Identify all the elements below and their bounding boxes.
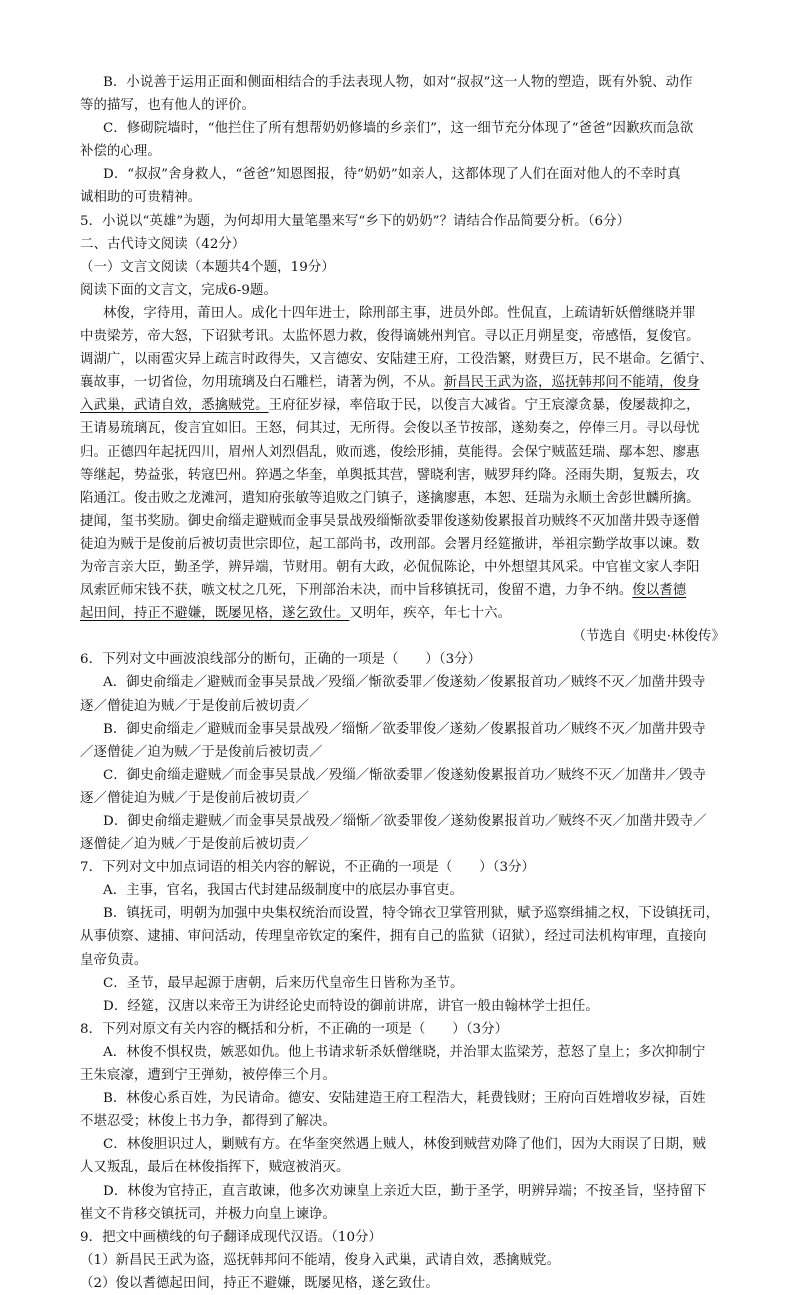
passage-line: 陷通江。俊击败之龙滩河，遣知府张敏等追败之门镇子，遂擒廖惠，本恕、廷瑞为永顺土舍彭世麟所擒。 (80, 490, 700, 506)
q8-option-c: C．林俊胆识过人，剿贼有方。在华奎突然遇上贼人，林俊到贼营劝降了他们，因为大雨误了日期，贼 (103, 1137, 707, 1153)
underlined-sentence-1: 新昌民王武为盗，巡抚韩邦问不能靖，俊身 (443, 375, 700, 391)
q7-option-b: B．镇抚司，明朝为加强中央集权统治而设置，特令锦衣卫掌管刑狱，赋予巡察缉捕之权，下设镇抚司， (103, 906, 720, 922)
exam-page (80, 71, 725, 1295)
q4-option-c: C．修砌院墙时，“他拦住了所有想帮奶奶修墙的乡亲们”，这一细节充分体现了“爸爸”因歉疚而急欲 (103, 121, 694, 137)
q4-option-d-cont: 诚相助的可贵精神。 (80, 190, 202, 206)
q7-option-c: C．圣节，最早起源于唐朝，后来历代皇帝生日皆称为圣节。 (103, 975, 464, 991)
q8-option-b: B．林俊心系百姓，为民请命。德安、安陆建造王府工程浩大，耗费钱财；王府向百姓增收岁禄，百姓 (103, 1091, 706, 1107)
q7-option-a: A．主事，官名，我国古代封建品级制度中的底层办事官吏。 (103, 883, 463, 899)
q7-option-b-cont: 皇帝负责。 (80, 952, 148, 968)
q6-option-d: D．御史俞缁走避贼／而金事吴景战殁／缁惭／欲委罪俊／遂劾俊累报首功／贼终不灭／加凿井毁寺／ (103, 814, 707, 829)
passage-line (80, 394, 725, 417)
q9-sentence-1: （1）新昌民王武为盗，巡抚韩邦问不能靖，俊身入武巢，武请自效，悉擒贼党。 (80, 1252, 561, 1268)
q6-option-b: B．御史俞缁走／避贼而金事吴景战殁／缁惭／欲委罪俊／遂劾／俊累报首功／贼终不灭／加凿井毁寺 (103, 721, 706, 737)
passage-text: 又明年，疾卒，年七十六。 (349, 606, 512, 622)
passage-line: 林俊，字待用，莆田人。成化十四年进士，除刑部主事，进员外郎。性侃直，上疏请斩妖僧继晓并罪 (103, 305, 696, 321)
q9-sentence-2: （2）俊以耆德起田间，持正不避嫌，既屡见格，遂乞致仕。 (80, 1275, 439, 1291)
passage-line: 徒迫为贼于是俊前后被切责世宗即位，起工部尚书，改刑部。会署月经筵撤讲，举祖宗勤学故事以谏。数 (80, 536, 700, 552)
q8-option-a: A．林俊不惧权贵，嫉恶如仇。他上书请求斩杀妖僧继晓，并治罪太监梁芳，惹怒了皇上；多次抑制宁 (103, 1044, 706, 1060)
passage-line: 王请易琉璃瓦，俊言宜如旧。王怒，伺其过，无所得。会俊以圣节按部，遂劾奏之，停俸三月。寻以母忧 (80, 421, 700, 437)
underlined-sentence-2: 俊以耆德 (632, 583, 687, 599)
passage-line (80, 371, 725, 394)
passage-text: 王府征岁禄，率倍取于民，以俊言大减省。宁王宸濠贪暴，俊屡裁抑之， (268, 398, 700, 414)
underlined-sentence-2-cont: 起田间，持正不避嫌，既屡见格，遂乞致仕。 (80, 606, 350, 622)
q8-option-a-cont: 王朱宸濠，遭到宁王弹劾，被停俸三个月。 (80, 1068, 336, 1084)
passage-line: 调湖广，以雨雹灾异上疏言时政得失，又言德安、安陆建王府，工役浩繁，财费巨万，民不堪命。乞循宁、 (80, 352, 714, 368)
q7-option-b-cont: 从事侦察、逮捕、审问活动，传理皇帝钦定的案件，拥有自己的监狱（诏狱），经过司法机构审理，直接向 (80, 929, 707, 945)
passage-text: 襄故事，一切省俭，勿用琉璃及白石雕栏，请著为例，不从。 (80, 375, 444, 391)
question-7: 7．下列对文中加点词语的相关内容的解说，不正确的一项是（ ）（3分） (80, 860, 536, 876)
question-6: 6．下列对文中画波浪线部分的断句，正确的一项是（ ）（3分） (80, 652, 482, 668)
q6-option-c: C．御史俞缁走避贼／而金事吴景战／殁缁／惭欲委罪／俊遂劾俊累报首功／贼终不灭／加凿井／毁寺 (103, 767, 707, 783)
passage-line: 等继起，势益张，转寇巴州。猝遇之华奎，单舆抵其营，譬晓利害，贼罗拜约降。泾雨失期，复叛去，攻 (80, 467, 700, 483)
subsection-title: （一）文言文阅读（本题共4个题，19分） (80, 259, 335, 275)
q6-option-c-cont: 逐／僧徒迫为贼／于是俊前后被切责／ (80, 790, 309, 806)
question-9: 9．把文中画横线的句子翻译成现代汉语。（10分） (80, 1229, 382, 1245)
passage-line (80, 602, 725, 625)
passage-source: （节选自《明史·林俊传》 (572, 629, 725, 645)
q6-option-b-cont: ／逐僧徒／迫为贼／于是俊前后被切责／ (80, 744, 323, 760)
passage-text: 凤索匠师宋钱不获，嗾文杖之几死，下刑部治未决，而中旨移镇抚司，俊留不遣，力争不纳。 (80, 583, 633, 599)
q8-option-d: D．林俊为官持正，直言敢谏，他多次劝谏皇上亲近大臣，勤于圣学，明辨异端；不按圣旨，坚持留下 (103, 1183, 707, 1199)
question-8: 8．下列对原文有关内容的概括和分析，不正确的一项是（ ）（3分） (80, 1021, 509, 1037)
question-5: 5．小说以“英雄”为题，为何却用大量笔墨来写“乡下的奶奶”？请结合作品简要分析。（6分） (80, 213, 631, 229)
q7-option-d: D．经筵，汉唐以来帝王为讲经论史而特设的御前讲席，讲官一般由翰林学士担任。 (103, 998, 599, 1014)
q4-option-b-cont: 等的描写，也有他人的评价。 (80, 98, 256, 114)
q8-option-c-cont: 人又叛乱，最后在林俊指挥下，贼寇被消灭。 (80, 1160, 350, 1176)
passage-line: 捷闻，玺书奖励。御史俞缁走避贼而金事吴景战殁缁惭欲委罪俊遂劾俊累报首功贼终不灭加凿井毁寺逐僧 (80, 513, 700, 529)
q8-option-d-cont: 崔文不肯移交镇抚司，并极力向皇上谏诤。 (80, 1206, 336, 1222)
q4-option-c-cont: 补偿的心理。 (80, 144, 161, 160)
passage-line: 归。正德四年起抚四川，眉州人刘烈倡乱，败而逃，俊绘形捕，莫能得。会保宁贼蓝廷瑞、鄢本恕、廖惠 (80, 444, 700, 460)
passage-line: 中贵梁芳，帝大怒，下诏狱考讯。太监怀恩力救，俊得谪姚州判官。寻以正月朔星变，帝感悟，复俊官。 (80, 329, 700, 345)
q6-option-d-cont: 逐僧徒／迫为贼／于是俊前后被切责／ (80, 837, 309, 853)
q6-option-a: A．御史俞缁走／避贼而金事吴景战／殁缁／惭欲委罪／俊遂劾／俊累报首功／贼终不灭／加凿井毁寺 (103, 675, 706, 691)
passage-line (80, 579, 725, 602)
q8-option-b-cont: 不堪忍受；林俊上书力争，都得到了解决。 (80, 1114, 336, 1130)
underlined-sentence-1-cont: 入武巢，武请自效，悉擒贼党。 (80, 398, 269, 414)
q6-option-a-cont: 逐／僧徒迫为贼／于是俊前后被切责／ (80, 698, 309, 714)
q4-option-b: B．小说善于运用正面和侧面相结合的手法表现人物，如对“叔叔”这一人物的塑造，既有外貌、动作 (103, 75, 693, 90)
passage-line: 为帝言亲大臣，勤圣学，辨异端，节财用。朝有大政，必侃侃陈论，中外想望其风采。中官崔文家人李阳 (80, 559, 700, 575)
q4-option-d: D．“叔叔”舍身救人，“爸爸”知恩图报，待“奶奶”如亲人，这都体现了人们在面对他人的不幸时真 (103, 167, 681, 183)
section-title: 二、古代诗文阅读（42分） (80, 236, 246, 252)
reading-instruction: 阅读下面的文言文，完成6-9题。 (80, 282, 277, 298)
